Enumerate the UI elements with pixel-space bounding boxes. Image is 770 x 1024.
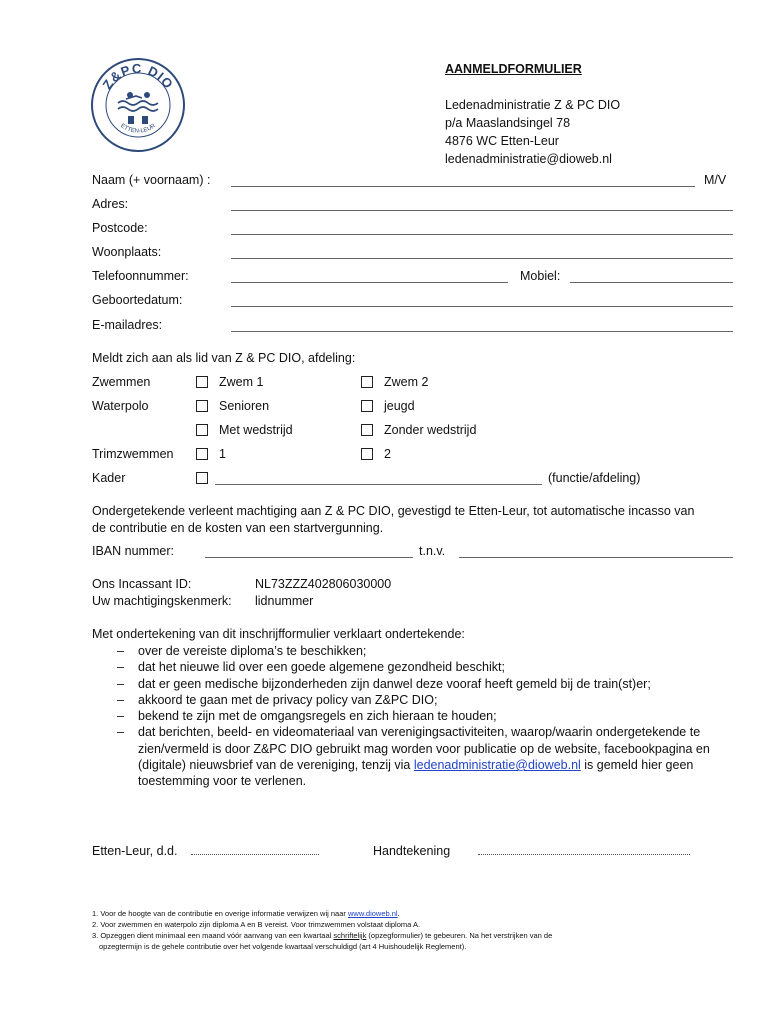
birthdate-label: Geboortedatum: xyxy=(92,293,183,307)
declaration-intro: Met ondertekening van dit inschrijfformulier verklaart ondertekende: xyxy=(92,627,465,641)
declaration-list xyxy=(112,643,724,790)
swim-2-label: Zwem 2 xyxy=(384,375,429,389)
wp-seniors-checkbox[interactable] xyxy=(196,400,208,412)
city-label: Woonplaats: xyxy=(92,245,162,259)
postcode-field[interactable] xyxy=(231,234,733,235)
wp-youth-checkbox[interactable] xyxy=(361,400,373,412)
place-date-label: Etten-Leur, d.d. xyxy=(92,844,178,858)
mobile-field[interactable] xyxy=(570,282,733,283)
swim-label: Zwemmen xyxy=(92,375,151,389)
name-label: Naam (+ voornaam) : xyxy=(92,173,211,187)
iban-field[interactable] xyxy=(205,557,413,558)
org-address-2: 4876 WC Etten-Leur xyxy=(445,134,559,148)
iban-label: IBAN nummer: xyxy=(92,544,174,558)
date-field[interactable] xyxy=(191,854,319,855)
trim-label: Trimzwemmen xyxy=(92,447,174,461)
phone-field[interactable] xyxy=(231,282,508,283)
declaration-item: – over de vereiste diploma’s te beschikken; xyxy=(112,643,724,659)
email-field[interactable] xyxy=(231,331,733,332)
trim-2-label: 2 xyxy=(384,447,391,461)
address-label: Adres: xyxy=(92,197,129,211)
footnote-3-underlined: schriftelijk xyxy=(333,931,367,940)
tnv-label: t.n.v. xyxy=(419,544,446,558)
email-label: E-mailadres: xyxy=(92,318,163,332)
kader-field[interactable] xyxy=(215,484,542,485)
footnote-1 xyxy=(92,908,552,919)
club-logo xyxy=(90,57,186,153)
footnote-1-text: 1. Voor de hoogte van de contributie en overige informatie verwijzen wij naar xyxy=(92,909,348,918)
media-text-after: is gemeld hier geen toestemming voor te verlenen. xyxy=(138,758,694,789)
kader-suffix: (functie/afdeling) xyxy=(548,471,641,485)
kader-checkbox[interactable] xyxy=(196,472,208,484)
wp-competition-label: Met wedstrijd xyxy=(219,423,293,437)
declaration-item: – dat het nieuwe lid over een goede algemene gezondheid beschikt; xyxy=(112,659,724,675)
signature-label: Handtekening xyxy=(373,844,451,858)
org-email: ledenadministratie@dioweb.nl xyxy=(445,152,612,166)
website-link[interactable]: www.dioweb.nl xyxy=(347,909,398,918)
wp-no-competition-checkbox[interactable] xyxy=(361,424,373,436)
name-field[interactable] xyxy=(231,186,695,187)
wp-seniors-label: Senioren xyxy=(219,399,270,413)
footnote-1-end: . xyxy=(397,909,400,918)
waterpolo-label: Waterpolo xyxy=(92,399,149,413)
birthdate-field[interactable] xyxy=(231,306,733,307)
declaration-item: – akkoord te gaan met de privacy policy van Z&PC DIO; xyxy=(112,692,724,708)
swim-1-label: Zwem 1 xyxy=(219,375,264,389)
address-field[interactable] xyxy=(231,210,733,211)
mandate-text-1: Ondergetekende verleent machtiging aan Z & PC DIO, gevestigd te Etten-Leur, tot automatische incasso van xyxy=(92,504,695,518)
wp-competition-checkbox[interactable] xyxy=(196,424,208,436)
declaration-list-wrap xyxy=(112,643,724,790)
declaration-item: – dat er geen medische bijzonderheden zijn danwel deze vooraf heeft gemeld bij de train(st)er; xyxy=(112,676,724,692)
footnotes xyxy=(92,908,552,952)
kenmerk-value: lidnummer xyxy=(255,594,314,608)
header-block xyxy=(445,60,620,168)
swim-2-checkbox[interactable] xyxy=(361,376,373,388)
trim-1-label: 1 xyxy=(219,447,226,461)
wp-youth-label: jeugd xyxy=(384,399,415,413)
kader-label: Kader xyxy=(92,471,126,485)
logo-bottom-text: ETTEN-LEUR xyxy=(119,123,157,135)
city-field[interactable] xyxy=(231,258,733,259)
org-name: Ledenadministratie Z & PC DIO xyxy=(445,98,621,112)
footnote-3-text-end: (opzegformulier) te gebeuren. Na het verstrijken van de xyxy=(366,931,553,940)
mobile-label: Mobiel: xyxy=(520,269,561,283)
section-intro: Meldt zich aan als lid van Z & PC DIO, afdeling: xyxy=(92,351,356,365)
incassant-label: Ons Incassant ID: xyxy=(92,577,192,591)
footnote-3-line-2: opzegtermijn is de gehele contributie over het volgende kwartaal verschuldigd (art 4 Huishoudelijk Reglement). xyxy=(99,942,467,951)
media-text-before: dat berichten, beeld- en videomateriaal van verenigingsactiviteiten, waarop/waarin ondergetekende te zien/vermeld is door Z&PC DIO gebruikt mag worden voor publicatie op de website, facebookpagina en (digitale) nieuwsbrief van de vereniging, tenzij via xyxy=(138,725,710,773)
footnote-3-text: 3. Opzeggen dient minimaal een maand vóór aanvang van een kwartaal xyxy=(92,931,334,940)
form-title: AANMELDFORMULIER xyxy=(445,62,582,76)
phone-label: Telefoonnummer: xyxy=(92,269,189,283)
gender-label: M/V xyxy=(704,173,727,187)
postcode-label: Postcode: xyxy=(92,221,148,235)
privacy-email-link[interactable]: ledenadministratie@dioweb.nl xyxy=(413,758,581,773)
mandate-text-2: de contributie en de kosten van een startvergunning. xyxy=(92,521,384,535)
kenmerk-label: Uw machtigingskenmerk: xyxy=(92,594,232,608)
signature-field[interactable] xyxy=(478,854,690,855)
trim-1-checkbox[interactable] xyxy=(196,448,208,460)
footnote-3 xyxy=(92,930,552,941)
tnv-field[interactable] xyxy=(459,557,733,558)
footnote-2: 2. Voor zwemmen en waterpolo zijn diploma A en B vereist. Voor trimzwemmen volstaat diploma A. xyxy=(92,920,421,929)
declaration-item: – bekend te zijn met de omgangsregels en zich hieraan te houden; xyxy=(112,708,724,724)
club-logo-graphic xyxy=(90,57,186,153)
swim-1-checkbox[interactable] xyxy=(196,376,208,388)
org-address-1: p/a Maaslandsingel 78 xyxy=(445,116,571,130)
declaration-item-media xyxy=(112,724,724,789)
incassant-value: NL73ZZZ402806030000 xyxy=(255,577,392,591)
wp-no-competition-label: Zonder wedstrijd xyxy=(384,423,477,437)
trim-2-checkbox[interactable] xyxy=(361,448,373,460)
logo-top-text: Z&PC DIO xyxy=(99,60,177,92)
